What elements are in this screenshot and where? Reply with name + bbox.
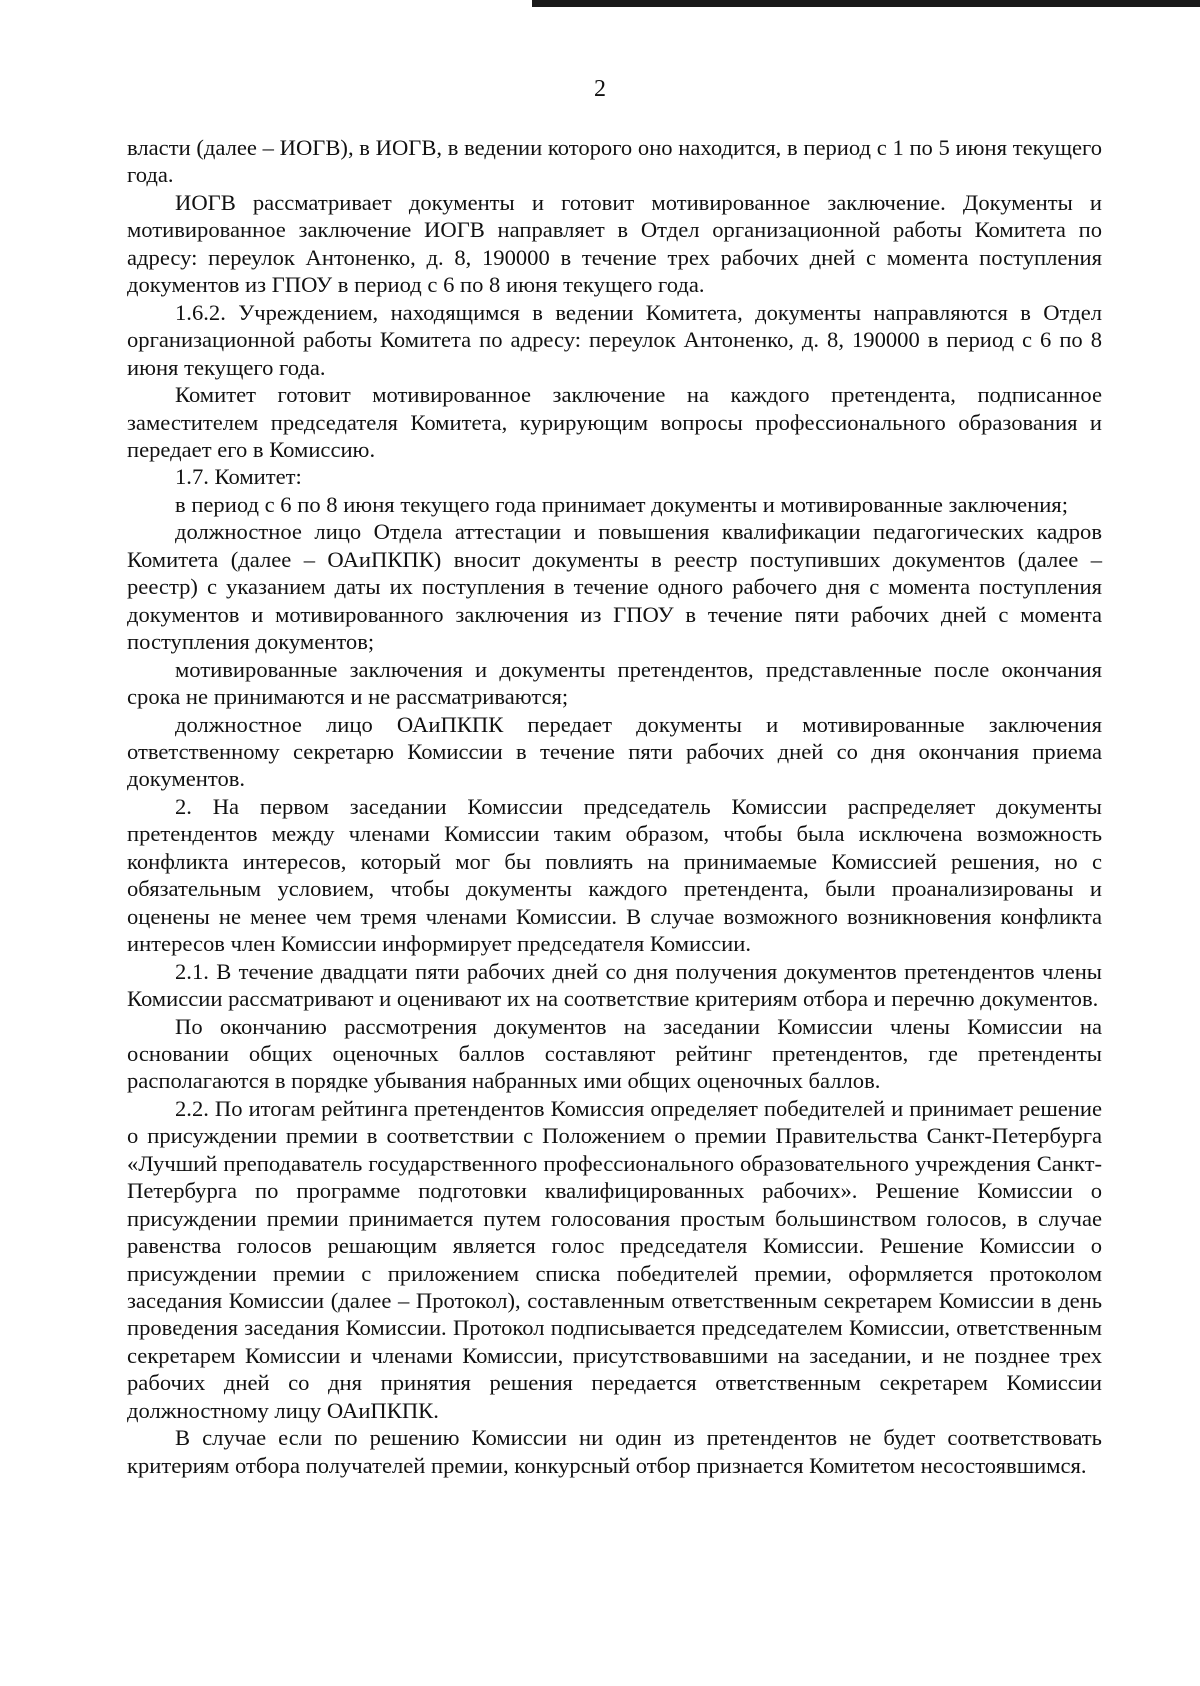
paragraph-1-7: 1.7. Комитет:	[175, 464, 302, 490]
paragraph-iogv-review: ИОГВ рассматривает документы и готовит мотивированное заключение. Документы и мотивированное заключение ИОГВ направляет в Отдел организационной работы Комитета по адресу: переулок Антоненко, д. 8, 190000 в течение трех рабочих дней с момента поступления документов из ГПОУ в период с 6 по 8 июня текущего года.	[127, 189, 1102, 298]
paragraph-accepts-documents: в период с 6 по 8 июня текущего года принимает документы и мотивированные заключения;	[175, 491, 1068, 517]
paragraph-2: 2. На первом заседании Комиссии председатель Комиссии распределяет документы претендентов между членами Комиссии таким образом, чтобы была исключена возможность конфликта интересов, который мог бы повлиять на принимаемые Комиссией решения, но с обязательным условием, чтобы документы каждого претендента, были проанализированы и оценены не менее чем тремя членами Комиссии. В случае возможного возникновения конфликта интересов член Комиссии информирует председателя Комиссии.	[127, 793, 1102, 957]
paragraph-continuation: власти (далее – ИОГВ), в ИОГВ, в ведении которого оно находится, в период с 1 по 5 июня текущего года.	[127, 135, 1102, 188]
paragraph-rating: По окончанию рассмотрения документов на заседании Комиссии члены Комиссии на основании общих оценочных баллов составляют рейтинг претендентов, где претенденты располагаются в порядке убывания набранных ими общих оценочных баллов.	[127, 1013, 1102, 1094]
paragraph-1-6-2: 1.6.2. Учреждением, находящимся в ведении Комитета, документы направляются в Отдел организационной работы Комитета по адресу: переулок Антоненко, д. 8, 190000 в период с 6 по 8 июня текущего года.	[127, 299, 1102, 380]
paragraph-committee-conclusion: Комитет готовит мотивированное заключение на каждого претендента, подписанное заместителем председателя Комитета, курирующим вопросы профессионального образования и передает его в Комиссию.	[127, 382, 1102, 462]
page-number: 2	[594, 76, 606, 102]
paragraph-transfer-to-secretary: должностное лицо ОАиПКПК передает документы и мотивированные заключения ответственному секретарю Комиссии в течение пяти рабочих дней со дня окончания приема документов.	[127, 711, 1102, 792]
paragraph-registry: должностное лицо Отдела аттестации и повышения квалификации педагогических кадров Комитета (далее – ОАиПКПК) вносит документы в реестр поступивших документов (далее – реестр) с указанием даты их поступления в течение одного рабочего дня с момента поступления документов и мотивированного заключения из ГПОУ в течение пяти рабочих дней с момента поступления документов;	[127, 519, 1102, 655]
paragraph-2-2: 2.2. По итогам рейтинга претендентов Комиссия определяет победителей и принимает решение о присуждении премии в соответствии с Положением о премии Правительства Санкт-Петербурга «Лучший преподаватель государственного профессионального образовательного учреждения Санкт-Петербурга по программе подготовки квалифицированных рабочих». Решение Комиссии о присуждении премии принимается путем голосования простым большинством голосов, в случае равенства голосов решающим является голос председателя Комиссии. Решение Комиссии о присуждении премии с приложением списка победителей премии, оформляется протоколом заседания Комиссии (далее – Протокол), составленным ответственным секретарем Комиссии в день проведения заседания Комиссии. Протокол подписывается председателем Комиссии, ответственным секретарем Комиссии и членами Комиссии, присутствовавшими на заседании, и не позднее трех рабочих дней со дня принятия решения передается ответственным секретарем Комиссии должностному лицу ОАиПКПК.	[127, 1095, 1102, 1423]
scan-edge-line	[532, 0, 1200, 7]
paragraph-failed-selection: В случае если по решению Комиссии ни один из претендентов не будет соответствовать критериям отбора получателей премии, конкурсный отбор признается Комитетом несостоявшимся.	[127, 1425, 1102, 1478]
document-body	[127, 134, 1102, 1479]
paragraph-late-documents: мотивированные заключения и документы претендентов, представленные после окончания срока не принимаются и не рассматриваются;	[127, 656, 1102, 710]
paragraph-2-1: 2.1. В течение двадцати пяти рабочих дней со дня получения документов претендентов члены Комиссии рассматривают и оценивают их на соответствие критериям отбора и перечню документов.	[127, 958, 1102, 1012]
